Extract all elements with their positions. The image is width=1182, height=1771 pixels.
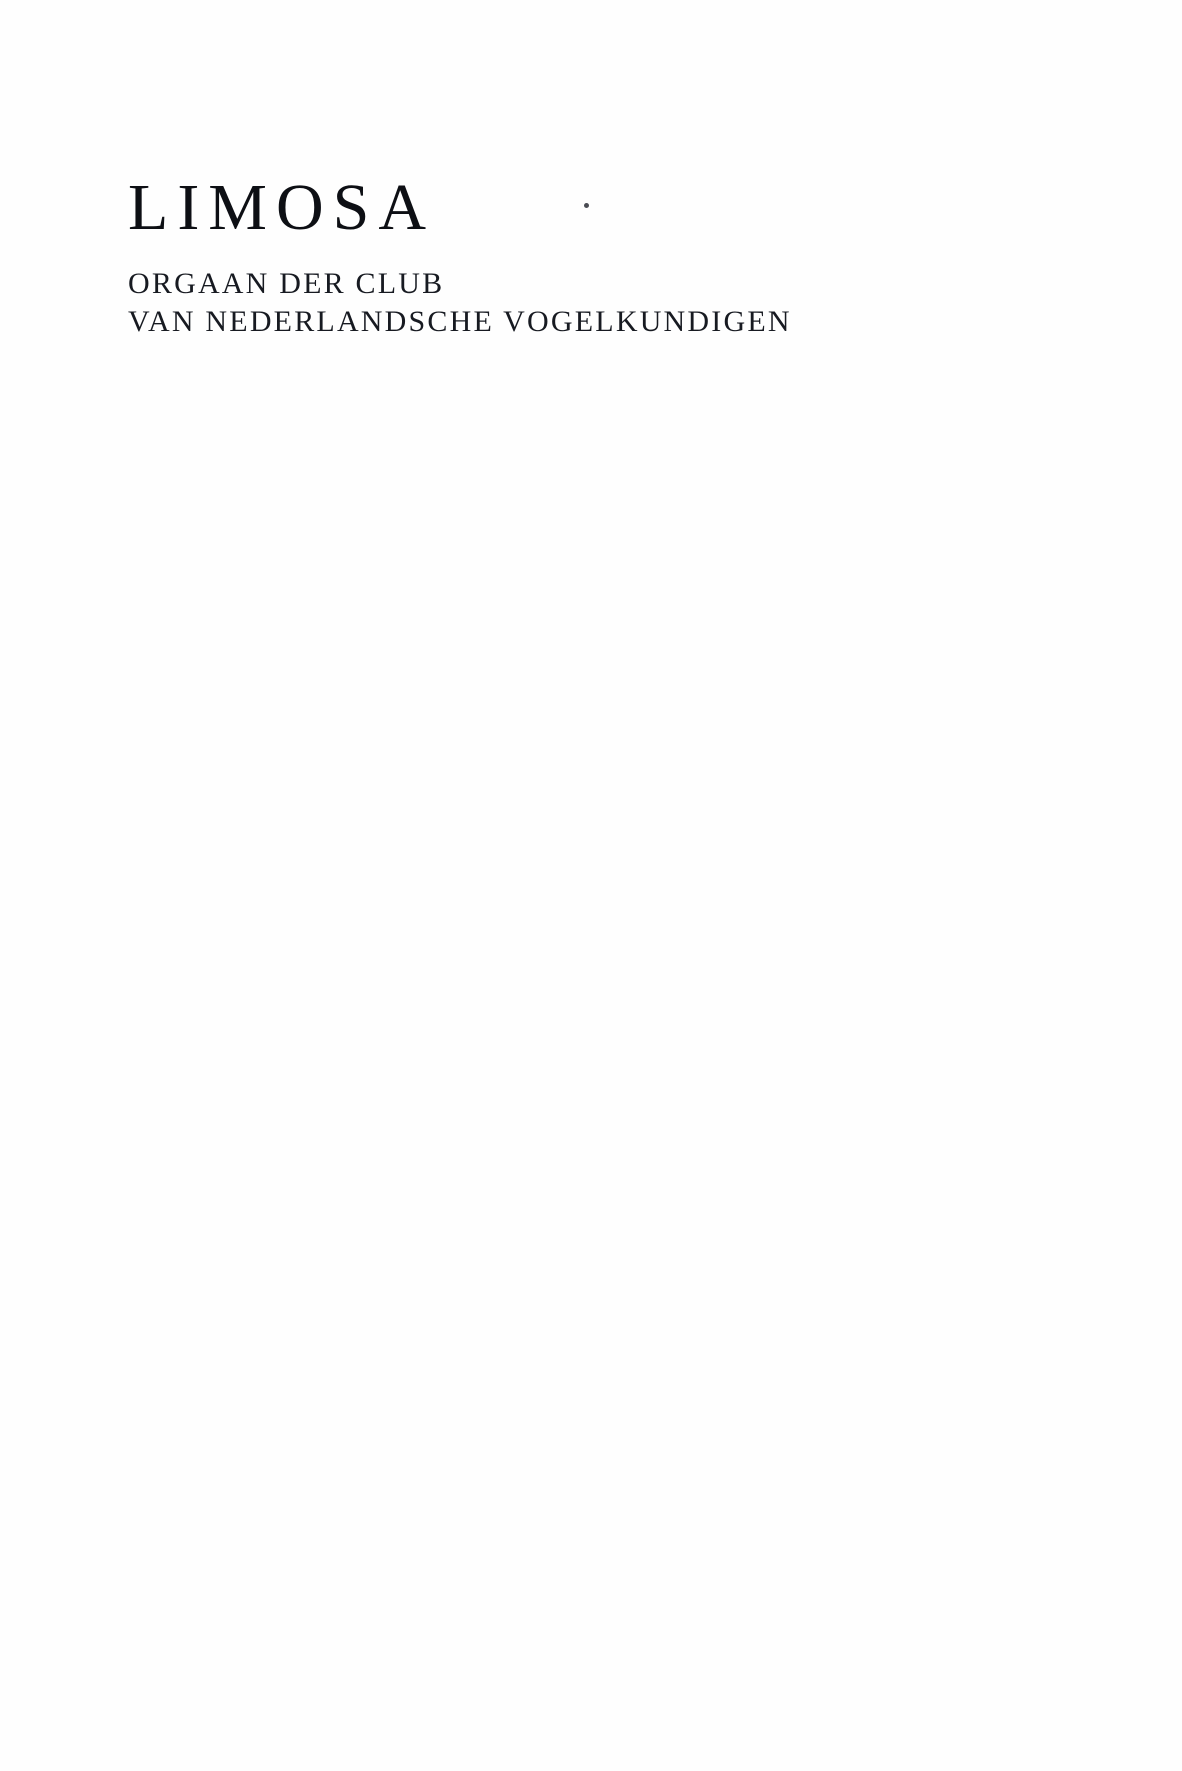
ink-dot-icon [584, 203, 589, 208]
subtitle-line-1: ORGAAN DER CLUB [128, 267, 445, 300]
subtitle-line-2: VAN NEDERLANDSCHE VOGELKUNDIGEN [128, 305, 792, 339]
page-title: LIMOSA [128, 171, 436, 244]
masthead [128, 171, 968, 342]
subtitle-block [128, 265, 968, 342]
